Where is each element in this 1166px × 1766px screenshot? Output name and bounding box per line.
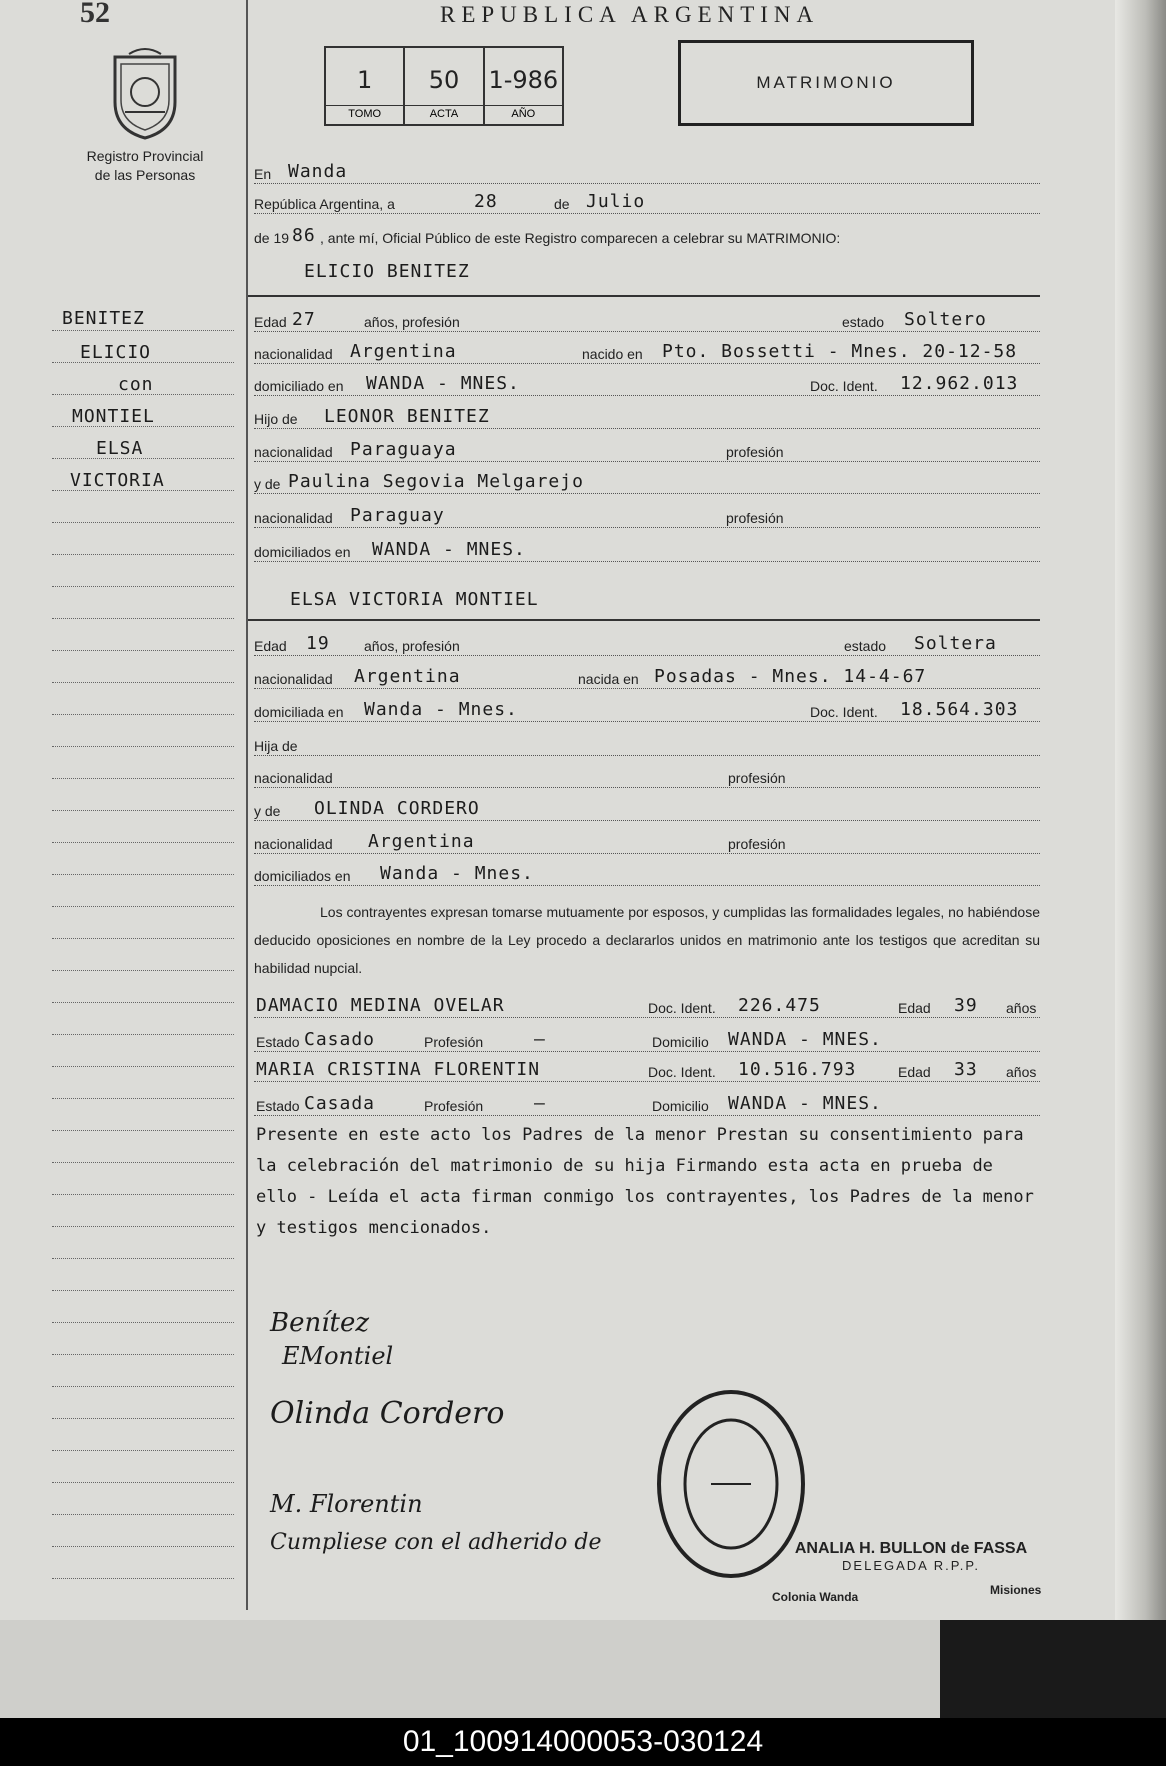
sidebar-name: con	[118, 374, 154, 395]
intro-place-row: En Wanda	[254, 158, 1040, 186]
ruled-line	[52, 714, 234, 715]
witness-row: MARIA CRISTINA FLORENTIN Doc. Ident. 10.516.793 Edad 33 años	[254, 1056, 1040, 1084]
ruled-line	[52, 682, 234, 683]
ruled-line	[52, 938, 234, 939]
sidebar-name: ELSA	[96, 438, 144, 459]
country-title: REPUBLICA ARGENTINA	[440, 2, 820, 27]
ruled-line	[52, 362, 234, 363]
vertical-divider	[246, 0, 248, 1610]
ruled-line	[52, 906, 234, 907]
ruled-line	[52, 1226, 234, 1227]
reference-box	[324, 46, 564, 126]
witness-row: DAMACIO MEDINA OVELAR Doc. Ident. 226.475 Edad 39 años	[254, 992, 1040, 1020]
ref-ano: 1-986 AÑO	[485, 48, 562, 124]
ruled-line	[52, 1194, 234, 1195]
ruled-line	[52, 1290, 234, 1291]
ruled-line	[52, 1418, 234, 1419]
official-block	[778, 1540, 1044, 1573]
bride-domicile-row: domiciliada en Wanda - Mnes. Doc. Ident. 18.564.303	[254, 696, 1040, 724]
bride-father-row: Hija de	[254, 730, 1040, 758]
ruled-line	[52, 1162, 234, 1163]
ruled-line	[52, 1386, 234, 1387]
signature: M. Florentin	[270, 1490, 423, 1518]
sidebar-name: VICTORIA	[70, 470, 165, 491]
ruled-line	[52, 1578, 234, 1579]
ruled-line	[52, 1098, 234, 1099]
witness-details-row: Estado Casada Profesión — Domicilio WANDA - MNES.	[254, 1090, 1040, 1118]
ruled-line	[52, 522, 234, 523]
groom-name-row: ELICIO BENITEZ	[304, 261, 470, 282]
page-number: 52	[80, 0, 110, 29]
official-title: DELEGADA R.P.P.	[842, 1558, 980, 1573]
section-rule	[248, 295, 1040, 297]
signature: Cumpliese con el adherido de	[270, 1530, 602, 1555]
ref-tomo: 1 TOMO	[326, 48, 405, 124]
ruled-line	[52, 426, 234, 427]
ruled-line	[52, 1066, 234, 1067]
section-rule	[248, 619, 1040, 621]
next-page-edge	[0, 1620, 940, 1720]
ruled-line	[52, 1002, 234, 1003]
groom-mother-nat-row: nacionalidad Paraguay profesión	[254, 502, 1040, 530]
ruled-line	[52, 458, 234, 459]
ruled-line	[52, 618, 234, 619]
ruled-line	[52, 810, 234, 811]
groom-age-row: Edad 27 años, profesión estado Soltero	[254, 306, 1040, 334]
groom-parents-domicile-row: domiciliados en WANDA - MNES.	[254, 536, 1040, 564]
ruled-line	[52, 970, 234, 971]
place-right: Misiones	[990, 1583, 1042, 1597]
ruled-line	[52, 1258, 234, 1259]
bride-parents-domicile-row: domiciliados en Wanda - Mnes.	[254, 860, 1040, 888]
signature: Benítez	[270, 1308, 370, 1338]
groom-father-row: Hijo de LEONOR BENITEZ	[254, 403, 1040, 431]
ruled-line	[52, 842, 234, 843]
ruled-line	[52, 490, 234, 491]
remarks-text: Presente en este acto los Padres de la menor Prestan su consentimiento para la celebración del matrimonio de su hija Firmando esta acta en prueba de ello - Leída el acta firman conmigo los contrayentes, los Padres de la menor y testigos mencionados.	[256, 1125, 1034, 1238]
ruled-line	[52, 1354, 234, 1355]
bride-name-row: ELSA VICTORIA MONTIEL	[290, 589, 539, 610]
ruled-line	[52, 874, 234, 875]
bride-nationality-row: nacionalidad Argentina nacida en Posadas - Mnes. 14-4-67	[254, 663, 1040, 691]
ruled-line	[52, 394, 234, 395]
ruled-line	[52, 650, 234, 651]
sidebar-name: ELICIO	[80, 342, 152, 363]
intro-year-row: de 19 86 , ante mí, Oficial Público de este Registro comparecen a celebrar su MATRIMONIO:	[254, 225, 841, 246]
groom-mother-row: y de Paulina Segovia Melgarejo	[254, 468, 1040, 496]
official-name: ANALIA H. BULLON de FASSA	[794, 1540, 1028, 1557]
bride-father-nat-row: nacionalidad profesión	[254, 762, 1040, 790]
place-left: Colonia Wanda	[772, 1590, 859, 1604]
ruled-line	[52, 1514, 234, 1515]
sidebar-name: BENITEZ	[62, 308, 145, 329]
bride-mother-nat-row: nacionalidad Argentina profesión	[254, 828, 1040, 856]
declaration-text: Los contrayentes expresan tomarse mutuamente por esposos, y cumplidas las formalidades legales, no habiéndose deducido oposiciones en nombre de la Ley procedo a declararlos unidos en matrimonio ante los testigos que acreditan su habilidad nupcial.	[254, 904, 1040, 976]
ruled-line	[52, 1034, 234, 1035]
ruled-line	[52, 586, 234, 587]
ref-acta: 50 ACTA	[405, 48, 484, 124]
ruled-line	[52, 1130, 234, 1131]
provincial-seal-icon	[105, 42, 185, 142]
signature: EMontiel	[282, 1342, 394, 1370]
witness-details-row: Estado Casado Profesión — Domicilio WANDA - MNES.	[254, 1026, 1040, 1054]
ruled-line	[52, 778, 234, 779]
scan-id: 01_100914000053-030124	[0, 1718, 1166, 1766]
ruled-line	[52, 746, 234, 747]
groom-nationality-row: nacionalidad Argentina nacido en Pto. Bossetti - Mnes. 20-12-58	[254, 338, 1040, 366]
ruled-line	[52, 1450, 234, 1451]
ruled-line	[52, 1322, 234, 1323]
registry-name: Registro Provincial de las Personas	[86, 148, 204, 183]
book-binding	[1115, 0, 1166, 1620]
sidebar-name: MONTIEL	[72, 406, 155, 427]
ruled-line	[52, 1482, 234, 1483]
ruled-line	[52, 1546, 234, 1547]
ruled-line	[52, 330, 234, 331]
document-type: MATRIMONIO	[678, 40, 974, 126]
signature: Olinda Cordero	[270, 1396, 505, 1431]
ruled-line	[52, 554, 234, 555]
groom-domicile-row: domiciliado en WANDA - MNES. Doc. Ident. 12.962.013	[254, 370, 1040, 398]
intro-date-row: República Argentina, a 28 de Julio	[254, 188, 1040, 216]
bride-mother-row: y de OLINDA CORDERO	[254, 795, 1040, 823]
groom-father-nat-row: nacionalidad Paraguaya profesión	[254, 436, 1040, 464]
bride-age-row: Edad 19 años, profesión estado Soltera	[254, 630, 1040, 658]
